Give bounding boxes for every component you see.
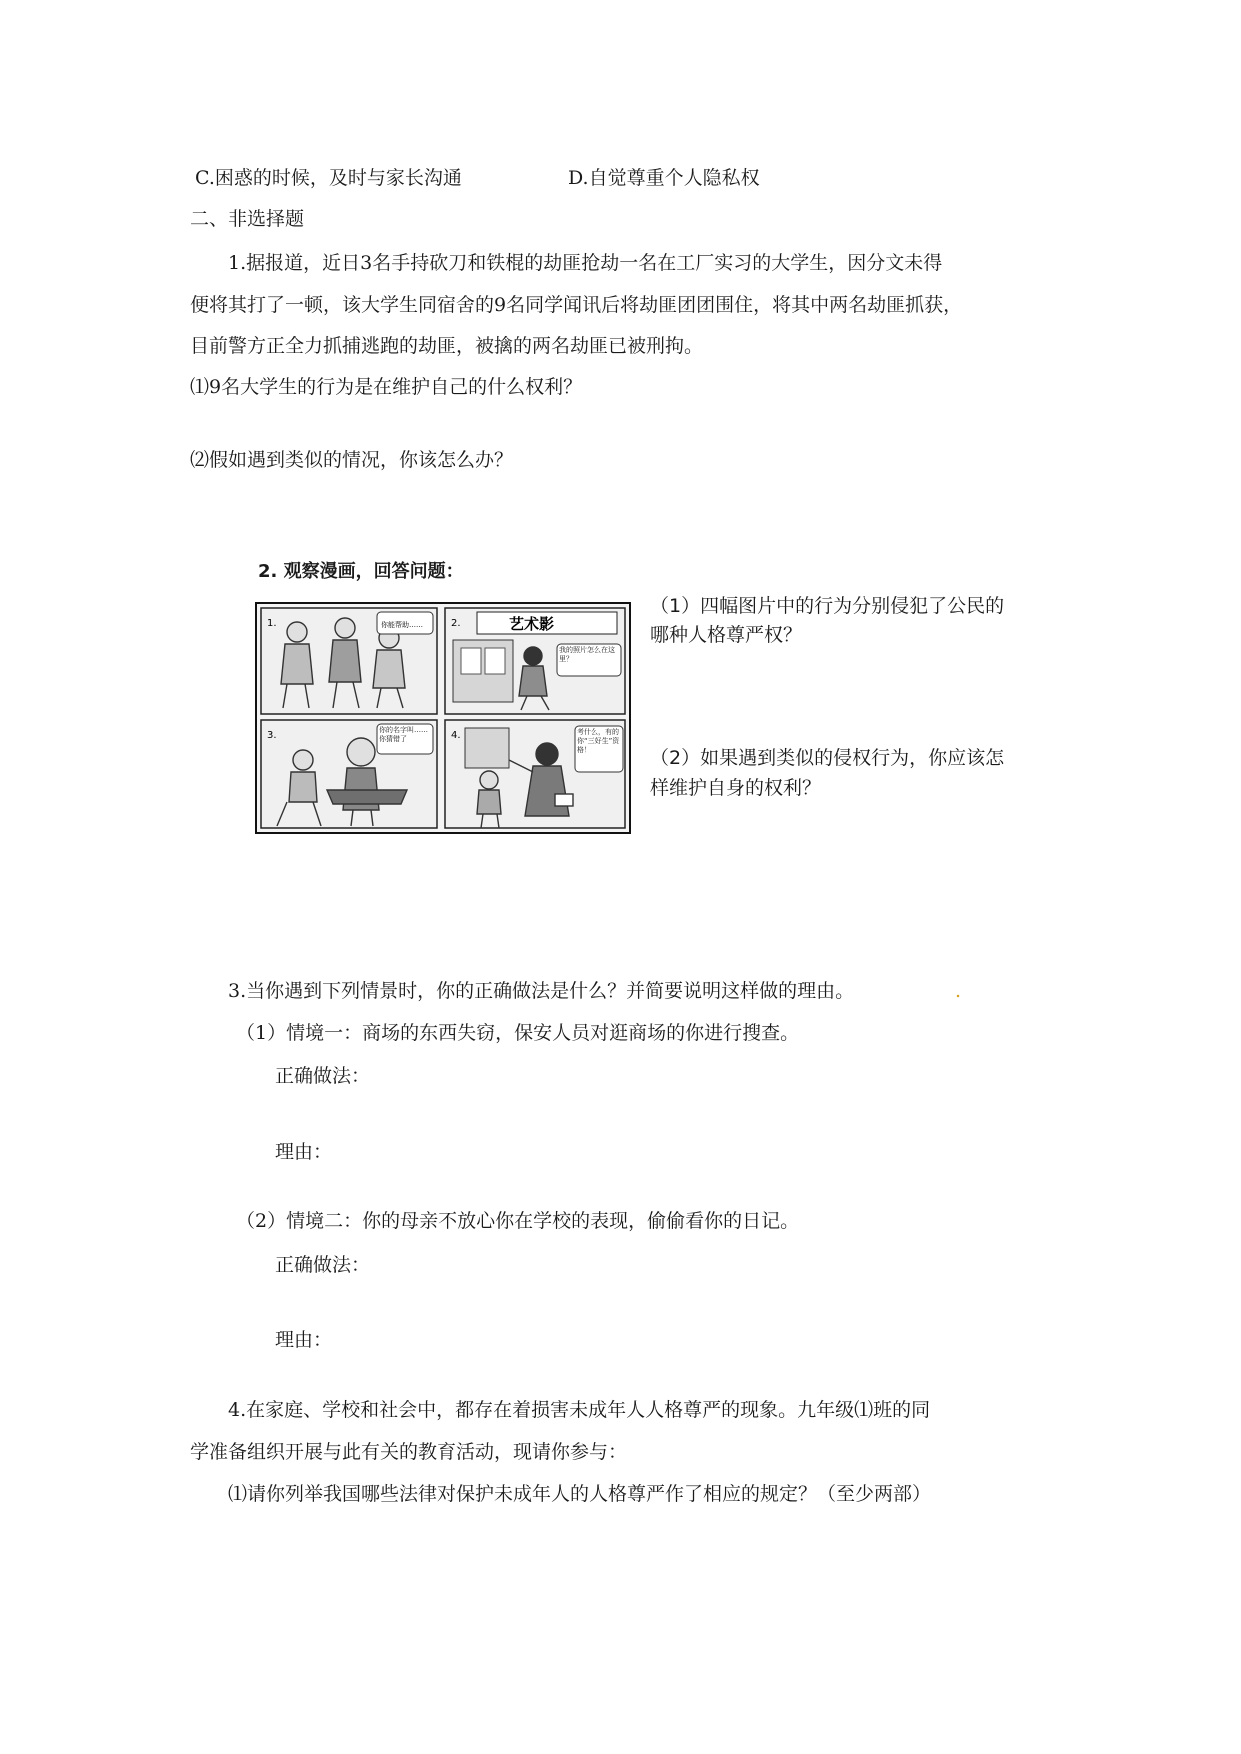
panel-2-bubble: 我的照片怎么在这里？ [559,646,615,663]
q1-stem-line-2: 便将其打了一顿，该大学生同宿舍的9名同学闻讯后将劫匪团团围住，将其中两名劫匪抓获， [190,294,963,316]
q3-situation-2: （2）情境二：你的母亲不放心你在学校的表现，偷偷看你的日记。 [236,1210,800,1232]
q2-sub-1-line-1: （1）四幅图片中的行为分别侵犯了公民的 [650,595,1005,617]
option-d: D.自觉尊重个人隐私权 [568,167,760,189]
q3-situation-1: （1）情境一：商场的东西失窃，保安人员对逛商场的你进行搜查。 [236,1022,800,1044]
panel-1-number: 1. [267,618,277,629]
panel-3-number: 3. [267,730,277,741]
q4-stem-line-1: 4.在家庭、学校和社会中，都存在着损害未成年人人格尊严的现象。九年级⑴班的同 [228,1399,931,1421]
q1-stem-line-1: 1.据报道，近日3名手持砍刀和铁棍的劫匪抢劫一名在工厂实习的大学生，因分文未得 [228,252,943,274]
panel-3-bubble: 你的名字叫……你猜错了 [379,726,428,743]
q1-sub-2: ⑵假如遇到类似的情况，你该怎么办？ [190,449,514,471]
panel-1-bubble: 你能帮助…… [381,621,423,629]
comic-illustration [257,604,629,832]
panel-4-bubble: 考什么，有的你“三好生”资格！ [577,728,620,754]
q3-situation-1-reason-label: 理由： [275,1141,333,1163]
panel-2-sign: 艺术影 [509,615,555,633]
q2-sub-2-line-2: 样维护自身的权利？ [650,777,822,799]
q3-situation-2-answer-label: 正确做法： [275,1254,371,1276]
q1-sub-1: ⑴9名大学生的行为是在维护自己的什么权利？ [190,376,583,398]
q1-stem-line-3: 目前警方正全力抓捕逃跑的劫匪，被擒的两名劫匪已被刑拘。 [190,335,704,357]
q2-sub-2-line-1: （2）如果遇到类似的侵权行为，你应该怎 [650,747,1005,769]
stray-dot: . [955,980,962,1002]
q2-title: 2. 观察漫画，回答问题： [258,561,464,582]
q2-sub-1-line-2: 哪种人格尊严权？ [650,624,803,646]
q3-stem: 3.当你遇到下列情景时，你的正确做法是什么？并简要说明这样做的理由。 [228,980,855,1002]
panel-4-window [465,728,509,768]
panel-2-number: 2. [451,618,461,629]
comic-strip [255,602,631,834]
panel-4-number: 4. [451,730,461,741]
section-title: 二、非选择题 [190,208,305,230]
q4-sub-1: ⑴请你列举我国哪些法律对保护未成年人的人格尊严作了相应的规定？（至少两部） [228,1483,932,1505]
q4-stem-line-2: 学准备组织开展与此有关的教育活动，现请你参与： [190,1441,628,1463]
option-c: C.困惑的时候，及时与家长沟通 [195,167,462,189]
q3-situation-2-reason-label: 理由： [275,1329,333,1351]
q3-situation-1-answer-label: 正确做法： [275,1065,371,1087]
